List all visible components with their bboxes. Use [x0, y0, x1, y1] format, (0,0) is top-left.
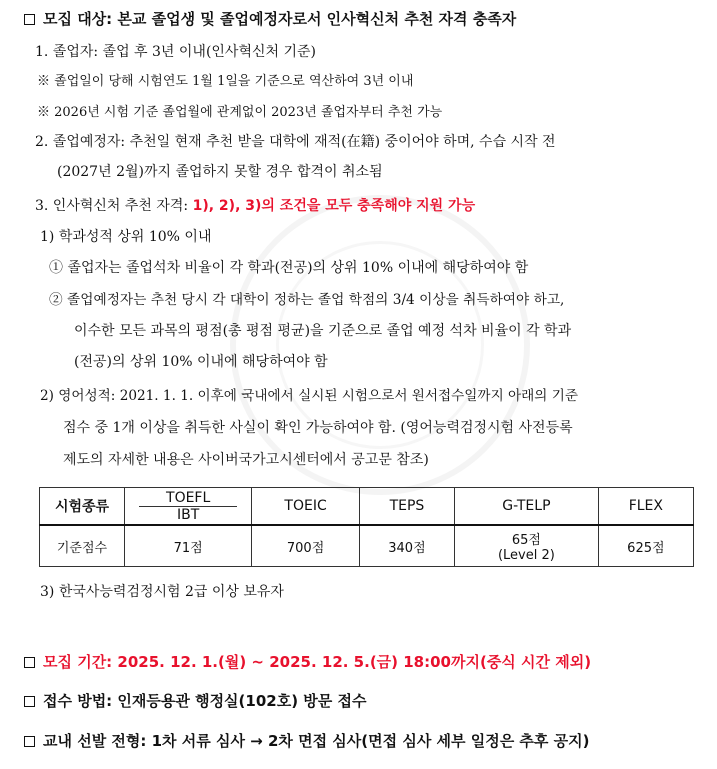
header-toefl: [125, 488, 252, 526]
score-toeic: 700점: [252, 525, 360, 567]
table-row: [40, 525, 694, 567]
prospective-graduate-line1: 2. 졸업예정자: 추천일 현재 추천 받을 대학에 재적(在籍) 중이어야 하며, 수습 시작 전: [35, 134, 556, 150]
note-graduation-date: ※ 졸업일이 당해 시험연도 1월 1일을 기준으로 역산하여 3년 이내: [37, 74, 414, 89]
application-method: 접수 방법: 인재등용관 행정실(102호) 방문 접수: [43, 692, 367, 710]
score-gtelp-line2: (Level 2): [497, 548, 555, 563]
score-gtelp: [455, 525, 599, 567]
grade-graduate: ① 졸업자는 졸업석차 비율이 각 학과(전공)의 상위 10% 이내에 해당하여야 함: [49, 260, 529, 276]
eligibility-heading: 모집 대상: 본교 졸업생 및 졸업예정자로서 인사혁신처 추천 자격 충족자: [43, 10, 517, 28]
qualification-label: 3. 인사혁신처 추천 자격:: [35, 198, 193, 214]
score-teps: 340점: [359, 525, 454, 567]
header-toeic: TOEIC: [252, 488, 360, 526]
header-gtelp: G-TELP: [455, 488, 599, 526]
eligibility-heading-row: [24, 10, 516, 28]
row-label-score: 기준점수: [40, 525, 125, 567]
grade-prospective-line1: ② 졸업예정자는 추천 당시 각 대학이 정하는 졸업 학점의 3/4 이상을 취득하여야 하고,: [49, 292, 565, 308]
checkbox-square-icon: [24, 14, 35, 25]
prospective-graduate-line2: (2027년 2월)까지 졸업하지 못할 경우 합격이 취소됨: [57, 164, 383, 180]
score-gtelp-line1: 65점: [511, 533, 541, 548]
university-seal-watermark: [230, 195, 530, 495]
qualification-highlight: 1), 2), 3)의 조건을 모두 충족해야 지원 가능: [192, 198, 476, 214]
header-exam-type: 시험종류: [40, 488, 125, 526]
english-score-table: [39, 487, 694, 567]
selection-process-row: [24, 732, 589, 750]
english-requirement-line3: 제도의 자세한 내용은 사이버국가고시센터에서 공고문 참조): [63, 452, 429, 468]
header-flex: FLEX: [598, 488, 693, 526]
note-2026-exam: ※ 2026년 시험 기준 졸업월에 관계없이 2023년 졸업자부터 추천 가능: [37, 105, 443, 120]
checkbox-square-icon: [24, 696, 35, 707]
header-toefl-line1: TOEFL: [166, 489, 211, 506]
score-toefl: 71점: [125, 525, 252, 567]
score-flex: 625점: [598, 525, 693, 567]
grade-prospective-line2: 이수한 모든 과목의 평점(총 평점 평균)을 기준으로 졸업 예정 석차 비율이 각 학과: [74, 323, 572, 339]
selection-process: 교내 선발 전형: 1차 서류 심사 → 2차 면접 심사(면접 심사 세부 일정은 추후 공지): [43, 732, 590, 750]
header-teps: TEPS: [359, 488, 454, 526]
grade-requirement: 1) 학과성적 상위 10% 이내: [40, 229, 212, 245]
recommendation-qualification: [35, 197, 475, 215]
checkbox-square-icon: [24, 657, 35, 668]
recruitment-period-row: [24, 653, 591, 671]
checkbox-square-icon: [24, 736, 35, 747]
table-header-row: [40, 488, 694, 526]
recruitment-period: 모집 기간: 2025. 12. 1.(월) ~ 2025. 12. 5.(금) 18:00까지(중식 시간 제외): [43, 653, 592, 671]
english-requirement-line1: 2) 영어성적: 2021. 1. 1. 이후에 국내에서 실시된 시험으로서 원서접수일까지 아래의 기준: [40, 388, 578, 404]
application-method-row: [24, 692, 366, 710]
english-requirement-line2: 점수 중 1개 이상을 취득한 사실이 확인 가능하여야 함. (영어능력검정시험 사전등록: [63, 420, 573, 436]
korean-history-requirement: 3) 한국사능력검정시험 2급 이상 보유자: [40, 584, 284, 600]
header-toefl-line2: IBT: [139, 506, 237, 523]
graduate-criteria: 1. 졸업자: 졸업 후 3년 이내(인사혁신처 기준): [35, 44, 316, 60]
grade-prospective-line3: (전공)의 상위 10% 이내에 해당하여야 함: [74, 354, 328, 370]
